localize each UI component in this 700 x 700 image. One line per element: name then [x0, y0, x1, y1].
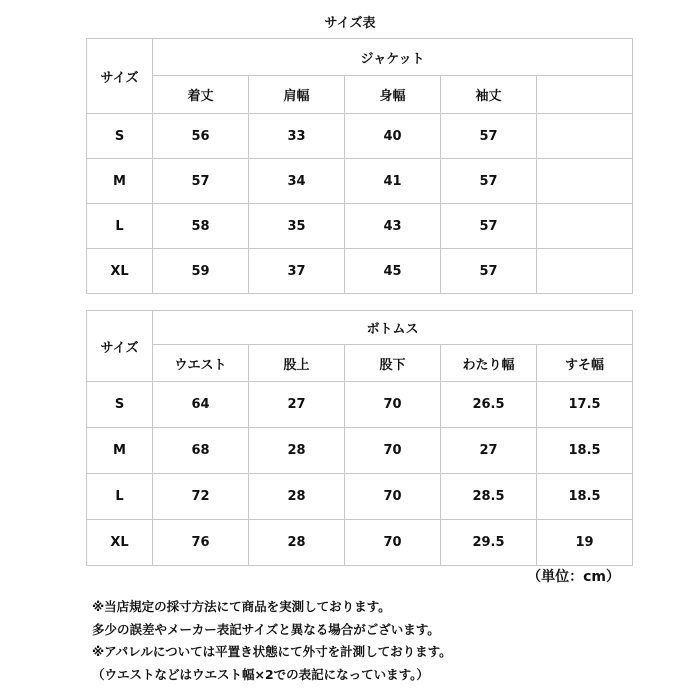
- table-row: [87, 428, 633, 474]
- value-cell: 35: [249, 204, 345, 249]
- size-cell: M: [87, 428, 153, 474]
- size-cell: L: [87, 204, 153, 249]
- column-header-rise: 股上: [249, 345, 345, 382]
- size-cell: L: [87, 474, 153, 520]
- column-header-empty: [537, 76, 633, 114]
- size-cell: XL: [87, 249, 153, 294]
- value-cell: 26.5: [441, 382, 537, 428]
- value-cell: 70: [345, 428, 441, 474]
- value-cell: [537, 159, 633, 204]
- value-cell: 27: [441, 428, 537, 474]
- table-row: [87, 159, 633, 204]
- value-cell: 28: [249, 428, 345, 474]
- size-cell: S: [87, 114, 153, 159]
- size-header: サイズ: [87, 39, 153, 114]
- table-row: [87, 382, 633, 428]
- jacket-size-table: [86, 38, 633, 294]
- value-cell: 70: [345, 520, 441, 566]
- value-cell: 18.5: [537, 474, 633, 520]
- value-cell: 19: [537, 520, 633, 566]
- note-line: （ウエストなどはウエスト幅×2での表記になっています。）: [92, 666, 429, 682]
- value-cell: 64: [153, 382, 249, 428]
- value-cell: [537, 204, 633, 249]
- column-header-inseam: 股下: [345, 345, 441, 382]
- column-header-chest: 身幅: [345, 76, 441, 114]
- value-cell: 40: [345, 114, 441, 159]
- value-cell: 70: [345, 474, 441, 520]
- size-cell: M: [87, 159, 153, 204]
- size-cell: XL: [87, 520, 153, 566]
- value-cell: 29.5: [441, 520, 537, 566]
- unit-label: （単位：cm）: [527, 569, 620, 585]
- value-cell: 28.5: [441, 474, 537, 520]
- notes: [92, 596, 452, 686]
- value-cell: 28: [249, 474, 345, 520]
- value-cell: 41: [345, 159, 441, 204]
- column-header-waist: ウエスト: [153, 345, 249, 382]
- value-cell: 56: [153, 114, 249, 159]
- column-header-thigh: わたり幅: [441, 345, 537, 382]
- size-cell: S: [87, 382, 153, 428]
- value-cell: 45: [345, 249, 441, 294]
- column-header-hem: すそ幅: [537, 345, 633, 382]
- value-cell: 76: [153, 520, 249, 566]
- value-cell: 59: [153, 249, 249, 294]
- value-cell: 43: [345, 204, 441, 249]
- value-cell: 34: [249, 159, 345, 204]
- size-header: サイズ: [87, 311, 153, 382]
- note-line: ※当店規定の採寸方法にて商品を実測しております。: [92, 599, 391, 614]
- value-cell: 72: [153, 474, 249, 520]
- value-cell: 17.5: [537, 382, 633, 428]
- value-cell: 28: [249, 520, 345, 566]
- value-cell: 57: [441, 159, 537, 204]
- value-cell: 70: [345, 382, 441, 428]
- table-row: [87, 114, 633, 159]
- value-cell: 68: [153, 428, 249, 474]
- table-row: [87, 474, 633, 520]
- value-cell: 27: [249, 382, 345, 428]
- table-row: [87, 520, 633, 566]
- value-cell: [537, 114, 633, 159]
- bottoms-group-header: ボトムス: [153, 311, 633, 345]
- value-cell: 33: [249, 114, 345, 159]
- column-header-sleeve: 袖丈: [441, 76, 537, 114]
- value-cell: 57: [441, 204, 537, 249]
- table-row: [87, 204, 633, 249]
- value-cell: 57: [441, 249, 537, 294]
- value-cell: 57: [441, 114, 537, 159]
- column-header-length: 着丈: [153, 76, 249, 114]
- table-row: [87, 249, 633, 294]
- value-cell: 57: [153, 159, 249, 204]
- bottoms-size-table: [86, 310, 633, 566]
- column-header-shoulder: 肩幅: [249, 76, 345, 114]
- value-cell: [537, 249, 633, 294]
- jacket-group-header: ジャケット: [153, 39, 633, 76]
- value-cell: 37: [249, 249, 345, 294]
- value-cell: 58: [153, 204, 249, 249]
- page-title: サイズ表: [324, 16, 376, 31]
- note-line: 多少の誤差やメーカー表記サイズと異なる場合がございます。: [92, 621, 440, 637]
- note-line: ※アパレルについては平置き状態にて外寸を計測しております。: [92, 644, 452, 659]
- value-cell: 18.5: [537, 428, 633, 474]
